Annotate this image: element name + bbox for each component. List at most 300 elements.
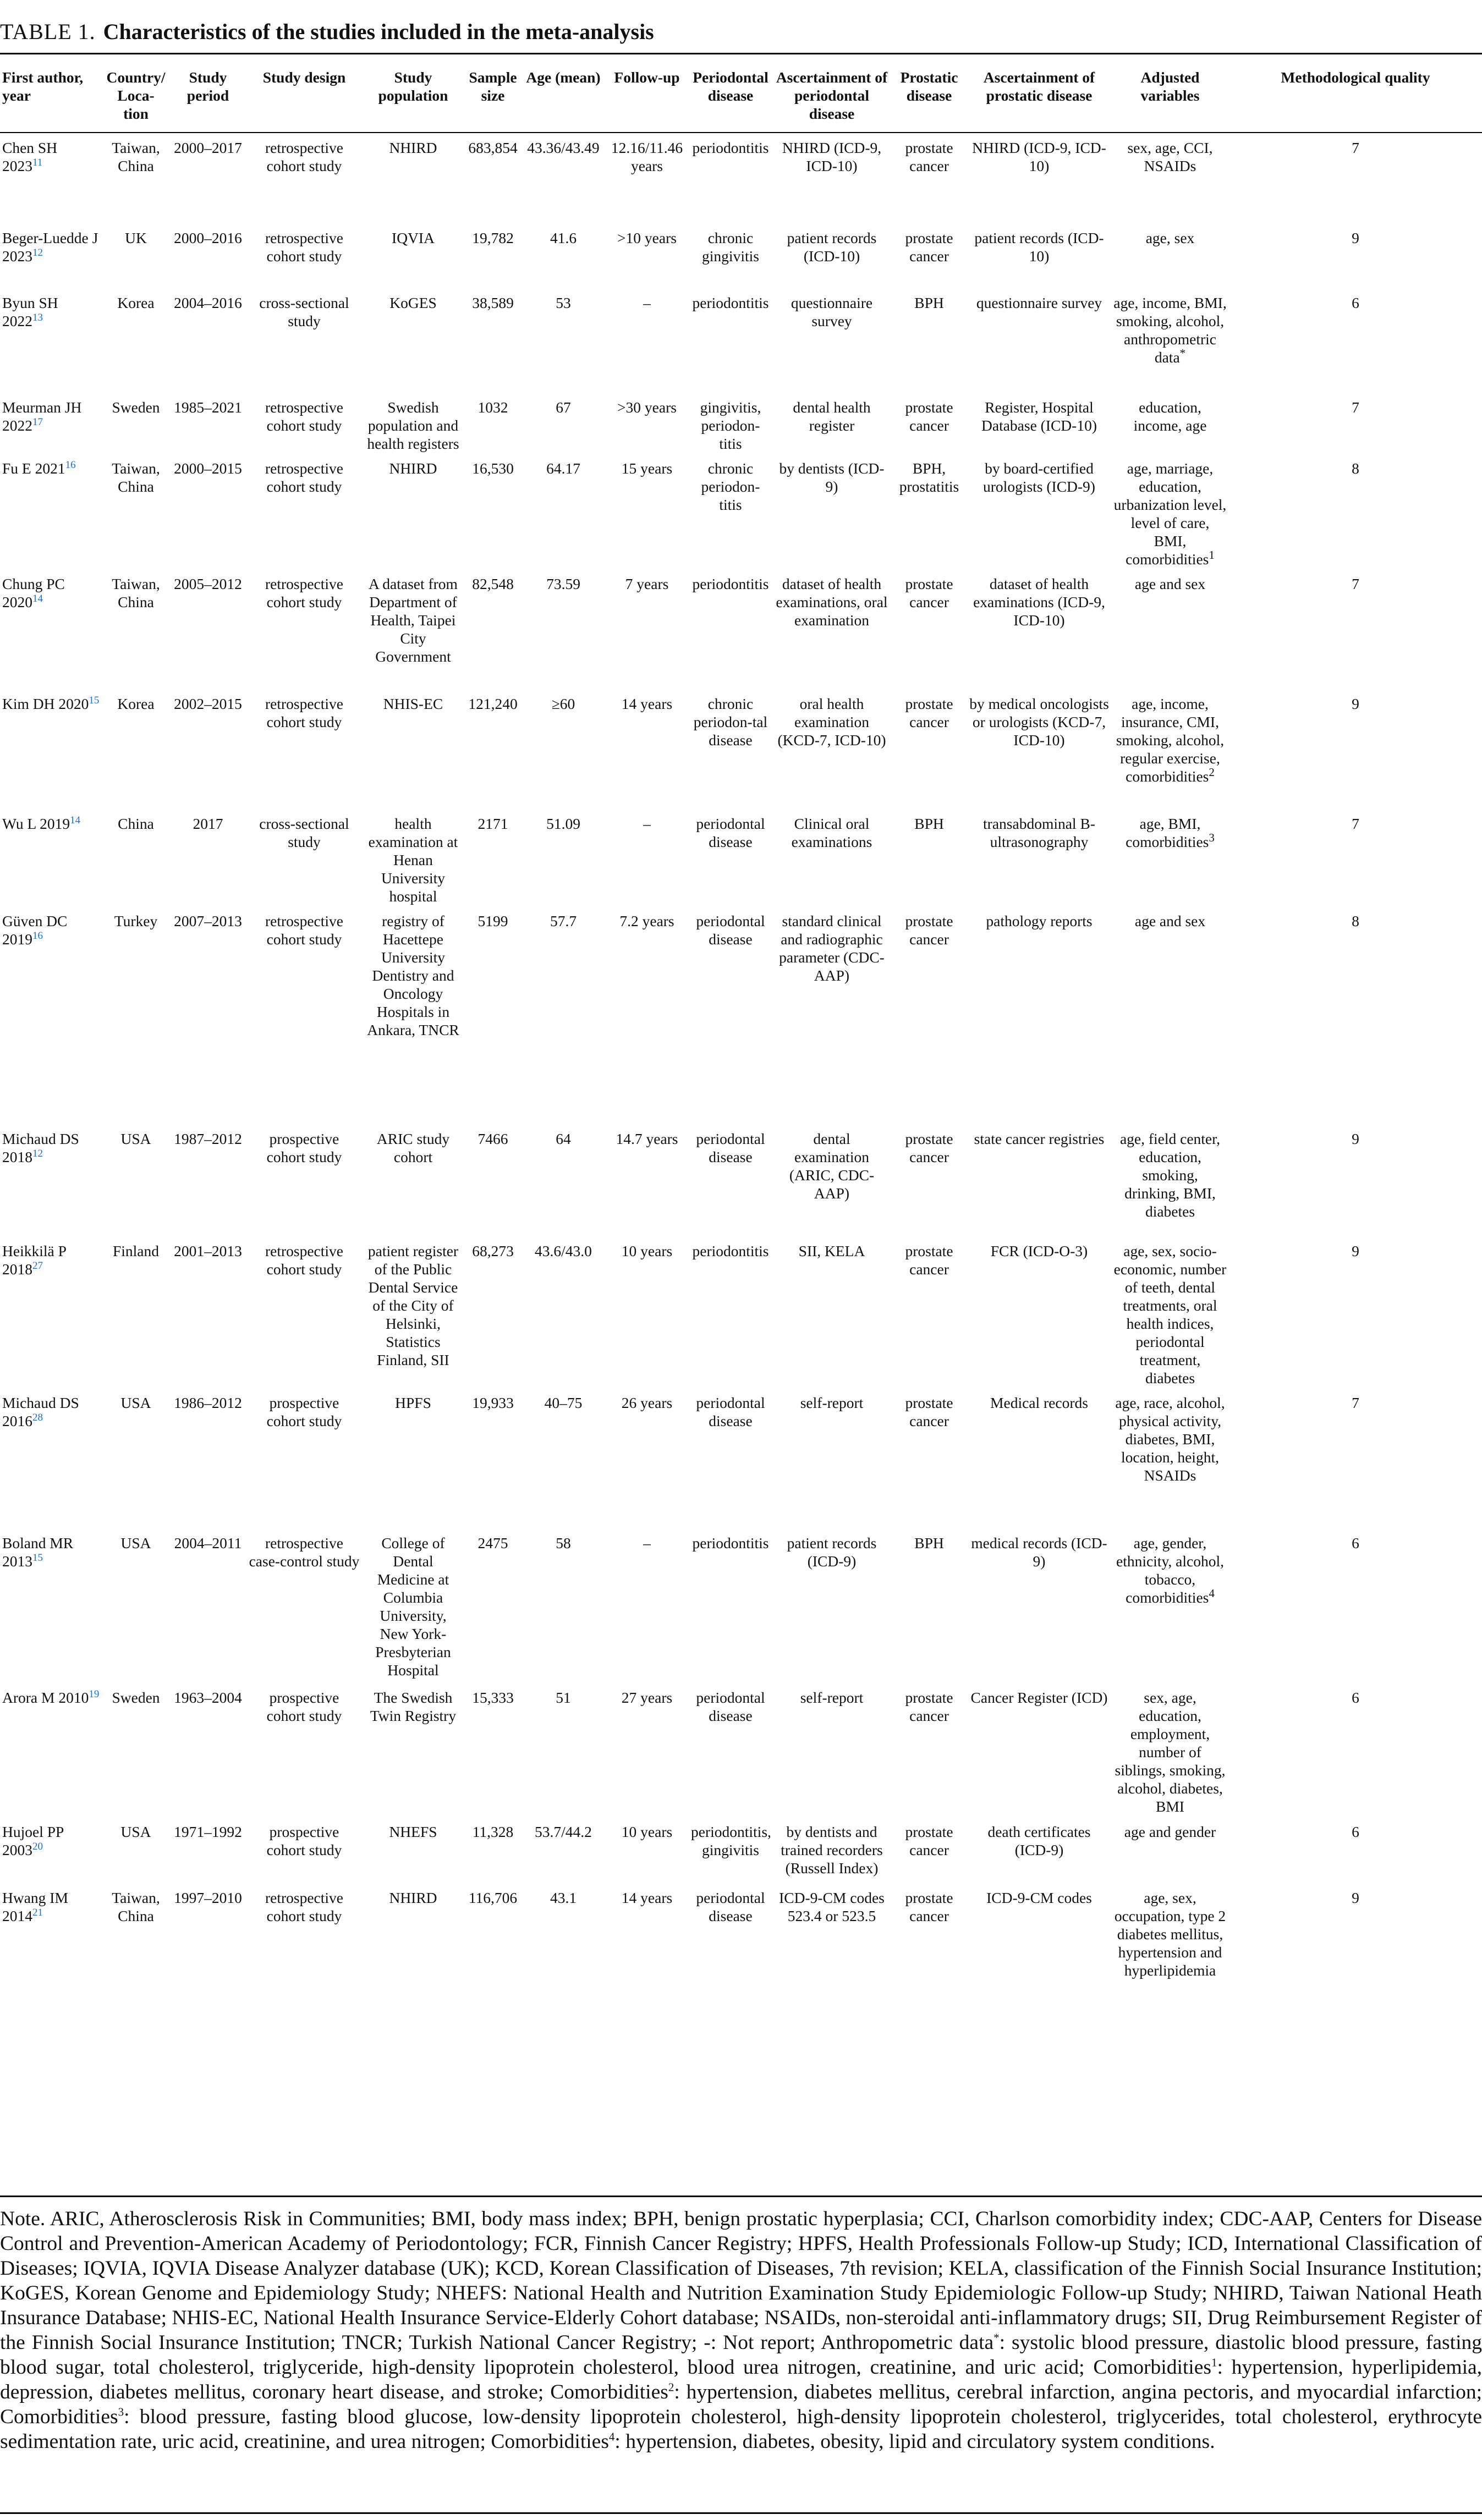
size-cell: 683,854	[468, 139, 518, 156]
prost-cell: BPH	[914, 1534, 944, 1551]
prost-asc-cell: Register, Hospital Database (ICD-10)	[981, 399, 1097, 434]
author-year: Heikkilä P 2018	[2, 1242, 66, 1278]
adjusted-variables-cell	[1111, 1235, 1229, 1387]
population-cell: patient register of the Public Dental Service of the City of Helsinki, Statistics Finland, SII	[367, 1242, 459, 1368]
prost-cell: prostate cancer	[905, 1823, 953, 1858]
size-cell: 15,333	[472, 1689, 514, 1706]
pd-asc-cell: dataset of health examinations, oral examination	[776, 575, 888, 629]
reference-link[interactable]: 17	[32, 416, 43, 428]
country-cell: Sweden	[112, 1689, 160, 1706]
country-cell: USA	[120, 1394, 151, 1411]
size-cell: 1032	[477, 399, 508, 416]
table-row	[0, 568, 1482, 688]
author-year-cell	[0, 568, 102, 688]
note-text: Note. ARIC, Atherosclerosis Risk in Communities; BMI, body mass index; BPH, benign prostatic hyperplasia; CCI, Charlson comorbidity index; CDC-AAP, Centers for Disease Control and Prevention-American Academy of Periodontology; FCR, Finnish Cancer Registry; HPFS, Health Professionals Follow-up Study; ICD, International Classification of Diseases; IQVIA, IQVIA Disease Analyzer database (UK); KCD, Korean Classification of Diseases, 7th revision; KELA, classification of the Finnish Social Insurance Institution; KoGES, Korean Genome and Epidemiology Study; NHEFS: National Health and Nutrition Examination Study Epidemiologic Follow-up Study; NHIRD, Taiwan National Heath Insurance Database; NHIS-EC, National Health Insurance Service-Elderly Cohort database; NSAIDs, non-steroidal anti-inflammatory drugs; SII, Drug Reimbursement Register of the Finnish Social Insurance Institution; TNCR; Turkish National Cancer Registry; -: Not report; Anthropometric data	[0, 2208, 1482, 2354]
pd-cell: periodontal disease	[696, 912, 765, 948]
quality-cell: 9	[1352, 1242, 1359, 1259]
reference-link[interactable]: 19	[89, 1688, 100, 1700]
adjusted-variables: age, gender, ethnicity, alcohol, tobacco, comorbidities	[1116, 1534, 1224, 1606]
followup-cell: 14 years	[621, 1889, 673, 1906]
table-row	[0, 1882, 1482, 1998]
age-cell: 64.17	[546, 460, 580, 477]
period-cell: 1971–1992	[174, 1823, 242, 1840]
prost-cell: BPH, prostatitis	[899, 460, 959, 495]
prost-asc-cell: by medical oncologists or urologists (KCD-7, ICD-10)	[969, 695, 1109, 749]
country-cell: Taiwan, China	[112, 139, 160, 174]
adjusted-variables-cell	[1111, 1123, 1229, 1235]
followup-cell: 7 years	[625, 575, 669, 592]
note-text: : hypertension, diabetes mellitus, cerebral infarction, angina pectoris, and myocardial infarction; Comorbidities	[0, 2381, 1482, 2428]
author-year-cell	[0, 287, 102, 392]
adjusted-variables-cell	[1111, 568, 1229, 688]
adjusted-variables: age, BMI, comorbidities	[1126, 815, 1209, 850]
table-row	[0, 287, 1482, 392]
size-cell: 5199	[477, 912, 508, 929]
header-cell: First author, year	[2, 69, 84, 104]
age-cell: 51	[556, 1689, 571, 1706]
pd-cell: periodontitis	[692, 1534, 769, 1551]
pd-asc-cell: dental examination (ARIC, CDC-AAP)	[789, 1130, 875, 1202]
adjusted-variables-cell	[1111, 1816, 1229, 1882]
note-text: : hypertension, diabetes, obesity, lipid and circulatory system conditions.	[614, 2430, 1215, 2453]
author-year-cell	[0, 1882, 102, 1998]
adjusted-variables-cell	[1111, 287, 1229, 392]
author-year-cell	[0, 453, 102, 568]
footnote-marker: 2	[1209, 765, 1215, 779]
design-cell: prospective cohort study	[266, 1394, 342, 1429]
header-row	[0, 62, 1482, 132]
adjusted-variables-cell	[1111, 222, 1229, 287]
pd-cell: periodontitis	[692, 575, 769, 592]
reference-link[interactable]: 27	[32, 1259, 43, 1272]
table-row	[0, 905, 1482, 1123]
prost-cell: prostate cancer	[905, 1242, 953, 1278]
pd-cell: periodontal disease	[696, 1394, 765, 1429]
author-year-cell	[0, 1387, 102, 1527]
author-year: Meurman JH 2022	[2, 399, 82, 434]
age-cell: 43.36/43.49	[527, 139, 600, 156]
pd-cell: chronic gingivitis	[702, 229, 759, 265]
quality-cell: 7	[1352, 1394, 1359, 1411]
country-cell: Korea	[117, 294, 155, 311]
reference-link[interactable]: 12	[32, 1147, 43, 1159]
header-cell: Periodontal disease	[693, 69, 769, 104]
pd-cell: periodontitis, gingivitis	[691, 1823, 771, 1858]
adjusted-variables-cell	[1111, 392, 1229, 453]
reference-link[interactable]: 28	[32, 1411, 43, 1423]
table-note	[0, 2207, 1482, 2454]
prost-asc-cell: by board-certified urologists (ICD-9)	[983, 460, 1095, 495]
design-cell: cross-sectional study	[259, 815, 349, 850]
header-cell: Study population	[378, 69, 448, 104]
country-cell: Korea	[117, 695, 155, 712]
reference-link[interactable]: 12	[32, 246, 43, 258]
followup-cell: –	[643, 1534, 651, 1551]
prost-cell: prostate cancer	[905, 912, 953, 948]
adjusted-variables: age, sex, occupation, type 2 diabetes mellitus, hypertension and hyperlipidemia	[1114, 1889, 1226, 1979]
followup-cell: 14.7 years	[616, 1130, 678, 1147]
header-cell: Sample size	[469, 69, 517, 104]
followup-cell: 10 years	[621, 1823, 673, 1840]
design-cell: retrospective cohort study	[265, 1242, 343, 1278]
pd-asc-cell: questionnaire survey	[791, 294, 873, 329]
country-cell: USA	[120, 1534, 151, 1551]
adjusted-variables: age and gender	[1124, 1823, 1216, 1840]
followup-cell: 12.16/11.46 years	[611, 139, 683, 174]
age-cell: 67	[556, 399, 571, 416]
adjusted-variables-cell	[1111, 1882, 1229, 1998]
population-cell: The Swedish Twin Registry	[370, 1689, 457, 1724]
followup-cell: –	[643, 815, 651, 832]
design-cell: retrospective cohort study	[265, 399, 343, 434]
quality-cell: 8	[1352, 912, 1359, 929]
population-cell: A dataset from Department of Health, Taipei City Government	[369, 575, 458, 665]
adjusted-variables-cell	[1111, 132, 1229, 222]
prost-asc-cell: death certificates (ICD-9)	[987, 1823, 1091, 1858]
header-cell: Ascertainment of periodontal disease	[776, 69, 888, 122]
prost-cell: BPH	[914, 294, 944, 311]
author-year-cell	[0, 1527, 102, 1682]
size-cell: 16,530	[472, 460, 514, 477]
prost-asc-cell: transabdominal B-ultrasonography	[983, 815, 1095, 850]
prost-asc-cell: NHIRD (ICD-9, ICD-10)	[972, 139, 1106, 174]
quality-cell: 9	[1352, 1889, 1359, 1906]
period-cell: 2000–2015	[174, 460, 242, 477]
pd-cell: chronic periodon-tal disease	[693, 695, 768, 749]
author-year-cell	[0, 132, 102, 222]
prost-asc-cell: pathology reports	[986, 912, 1093, 929]
design-cell: retrospective cohort study	[265, 229, 343, 265]
adjusted-variables-cell	[1111, 1527, 1229, 1682]
header-cell: Ascertainment of prostatic disease	[983, 69, 1095, 104]
author-year: Boland MR 2013	[2, 1534, 74, 1570]
author-year: Hwang IM 2014	[2, 1889, 68, 1924]
reference-link[interactable]: 16	[32, 929, 43, 942]
pd-asc-cell: patient records (ICD-10)	[787, 229, 877, 265]
author-year: Güven DC 2019	[2, 912, 68, 948]
adjusted-variables: education, income, age	[1133, 399, 1207, 434]
table-row	[0, 1527, 1482, 1682]
header-cell: Study period	[186, 69, 229, 104]
table-row	[0, 453, 1482, 568]
table-row	[0, 392, 1482, 453]
country-cell: UK	[125, 229, 147, 246]
age-cell: 53	[556, 294, 571, 311]
period-cell: 1985–2021	[174, 399, 242, 416]
author-year-cell	[0, 1682, 102, 1816]
reference-link[interactable]: 21	[32, 1906, 43, 1918]
table-caption	[0, 19, 654, 45]
quality-cell: 7	[1352, 139, 1359, 156]
population-cell: health examination at Henan University hospital	[368, 815, 458, 905]
table-row	[0, 1816, 1482, 1882]
age-cell: 43.6/43.0	[535, 1242, 592, 1259]
size-cell: 68,273	[472, 1242, 514, 1259]
prost-cell: BPH	[914, 815, 944, 832]
characteristics-table	[0, 62, 1482, 1998]
quality-cell: 9	[1352, 229, 1359, 246]
author-year-cell	[0, 905, 102, 1123]
design-cell: retrospective cohort study	[265, 139, 343, 174]
population-cell: registry of Hacettepe University Dentistry and Oncology Hospitals in Ankara, TNCR	[367, 912, 459, 1038]
reference-link[interactable]: 16	[65, 459, 76, 471]
header-cell: Methodological quality	[1281, 69, 1430, 86]
period-cell: 2001–2013	[174, 1242, 242, 1259]
population-cell: IQVIA	[392, 229, 435, 246]
author-year-cell	[0, 1235, 102, 1387]
adjusted-variables: age, sex	[1145, 229, 1195, 246]
prost-cell: prostate cancer	[905, 695, 953, 730]
adjusted-variables: age, race, alcohol, physical activity, diabetes, BMI, location, height, NSAIDs	[1115, 1394, 1225, 1484]
table-row	[0, 1682, 1482, 1816]
population-cell: Swedish population and health registers	[367, 399, 459, 452]
age-cell: 43.1	[550, 1889, 577, 1906]
followup-cell: 7.2 years	[619, 912, 674, 929]
design-cell: retrospective case-control study	[249, 1534, 360, 1570]
size-cell: 11,328	[472, 1823, 514, 1840]
reference-link[interactable]: 15	[32, 1551, 43, 1564]
author-year: Chen SH 2023	[2, 139, 58, 174]
author-year: Hujoel PP 2003	[2, 1823, 64, 1858]
adjusted-variables-cell	[1111, 808, 1229, 905]
population-cell: NHIRD	[389, 1889, 437, 1906]
population-cell: NHEFS	[389, 1823, 437, 1840]
design-cell: prospective cohort study	[266, 1689, 342, 1724]
author-year-cell	[0, 1123, 102, 1235]
design-cell: retrospective cohort study	[265, 695, 343, 730]
header-cell: Age (mean)	[526, 69, 601, 86]
period-cell: 2000–2017	[174, 139, 242, 156]
pd-cell: periodontitis	[692, 1242, 769, 1259]
adjusted-variables: age, field center, education, smoking, drinking, BMI, diabetes	[1119, 1130, 1221, 1220]
reference-link[interactable]: 14	[70, 814, 81, 826]
prost-cell: prostate cancer	[905, 1689, 953, 1724]
quality-cell: 9	[1352, 1130, 1359, 1147]
pd-cell: periodontal disease	[696, 1689, 765, 1724]
adjusted-variables: sex, age, education, employment, number of siblings, smoking, alcohol, diabetes, BMI	[1115, 1689, 1226, 1815]
period-cell: 2004–2016	[174, 294, 242, 311]
design-cell: cross-sectional study	[259, 294, 349, 329]
author-year-cell	[0, 808, 102, 905]
country-cell: Turkey	[114, 912, 158, 929]
reference-link[interactable]: 11	[32, 156, 43, 168]
quality-cell: 6	[1352, 1689, 1359, 1706]
population-cell: NHIS-EC	[383, 695, 443, 712]
design-cell: prospective cohort study	[266, 1823, 342, 1858]
pd-asc-cell: SII, KELA	[798, 1242, 865, 1259]
adjusted-variables: age and sex	[1134, 575, 1206, 592]
author-year-cell	[0, 1816, 102, 1882]
pd-cell: periodontal disease	[696, 1889, 765, 1924]
author-year: Michaud DS 2018	[2, 1130, 79, 1165]
followup-cell: 26 years	[621, 1394, 673, 1411]
quality-cell: 7	[1352, 815, 1359, 832]
period-cell: 1963–2004	[174, 1689, 242, 1706]
pd-asc-cell: Clinical oral examinations	[791, 815, 872, 850]
top-rule	[0, 53, 1482, 54]
period-cell: 2017	[193, 815, 223, 832]
author-year-cell	[0, 222, 102, 287]
prost-cell: prostate cancer	[905, 1394, 953, 1429]
table-row	[0, 222, 1482, 287]
table-row	[0, 808, 1482, 905]
age-cell: ≥60	[551, 695, 575, 712]
note-text: : hypertension, hyperlipidemia, depression, diabetes mellitus, coronary heart disease, and stroke; Comorbidities	[0, 2356, 1482, 2403]
note-superscript: 3	[118, 2405, 124, 2419]
period-cell: 1987–2012	[174, 1130, 242, 1147]
quality-cell: 6	[1352, 294, 1359, 311]
note-superscript: 2	[668, 2380, 674, 2394]
period-cell: 1986–2012	[174, 1394, 242, 1411]
followup-cell: >30 years	[617, 399, 677, 416]
reference-link[interactable]: 20	[32, 1840, 43, 1852]
age-cell: 40–75	[544, 1394, 583, 1411]
pd-cell: periodontitis	[692, 139, 769, 156]
reference-link[interactable]: 13	[32, 311, 43, 323]
design-cell: prospective cohort study	[266, 1130, 342, 1165]
population-cell: College of Dental Medicine at Columbia University, New York-Presbyterian Hospital	[375, 1534, 451, 1679]
period-cell: 2005–2012	[174, 575, 242, 592]
population-cell: NHIRD	[389, 460, 437, 477]
table-row	[0, 132, 1482, 222]
age-cell: 64	[556, 1130, 571, 1147]
end-rule	[0, 2512, 1482, 2514]
author-year: Beger-Luedde J 2023	[2, 229, 98, 265]
country-cell: Finland	[112, 1242, 160, 1259]
size-cell: 121,240	[468, 695, 518, 712]
quality-cell: 6	[1352, 1534, 1359, 1551]
age-cell: 58	[556, 1534, 571, 1551]
pd-cell: periodontitis	[692, 294, 769, 311]
period-cell: 2000–2016	[174, 229, 242, 246]
header-cell: Study design	[262, 69, 346, 86]
table-title: Characteristics of the studies included in the meta-analysis	[103, 19, 654, 44]
header-cell: Country/ Loca- tion	[106, 69, 166, 122]
prost-asc-cell: questionnaire survey	[976, 294, 1102, 311]
prost-asc-cell: state cancer registries	[974, 1130, 1105, 1147]
table-number: TABLE 1.	[0, 19, 96, 44]
adjusted-variables-cell	[1111, 453, 1229, 568]
header-cell: Prostatic disease	[900, 69, 958, 104]
quality-cell: 8	[1352, 460, 1359, 477]
footnote-marker: 3	[1209, 830, 1215, 844]
author-year: Kim DH 2020	[2, 695, 89, 712]
prost-asc-cell: FCR (ICD-O-3)	[990, 1242, 1088, 1259]
prost-asc-cell: ICD-9-CM codes	[986, 1889, 1092, 1906]
period-cell: 2002–2015	[174, 695, 242, 712]
author-year: Fu E 2021	[2, 460, 65, 477]
prost-asc-cell: dataset of health examinations (ICD-9, ICD-10)	[973, 575, 1105, 629]
note-text: : systolic blood pressure, diastolic blood pressure, fasting blood sugar, total cholesterol, triglyceride, high-density lipoprotein cholesterol, blood urea nitrogen, creatinine, and uric acid; Comorbidities	[0, 2331, 1482, 2379]
prost-asc-cell: Medical records	[990, 1394, 1088, 1411]
pd-cell: gingivitis, periodon-titis	[700, 399, 761, 452]
period-cell: 1997–2010	[174, 1889, 242, 1906]
population-cell: KoGES	[389, 294, 437, 311]
population-cell: NHIRD	[389, 139, 437, 156]
pd-asc-cell: by dentists (ICD-9)	[779, 460, 885, 495]
reference-link[interactable]: 14	[32, 592, 43, 604]
country-cell: USA	[120, 1823, 151, 1840]
adjusted-variables-cell	[1111, 905, 1229, 1123]
note-text: : blood pressure, fasting blood glucose, low-density lipoprotein cholesterol, high-density lipoprotein cholesterol, triglycerides, total cholesterol, erythrocyte sedimentation rate, uric acid, creatinine, and urea nitrogen; Comorbidities	[0, 2406, 1482, 2453]
adjusted-variables-cell	[1111, 1387, 1229, 1527]
adjusted-variables-cell	[1111, 1682, 1229, 1816]
size-cell: 116,706	[468, 1889, 518, 1906]
pd-asc-cell: patient records (ICD-9)	[787, 1534, 877, 1570]
author-year-cell	[0, 688, 102, 808]
prost-cell: prostate cancer	[905, 1130, 953, 1165]
pd-cell: chronic periodon-titis	[701, 460, 760, 513]
pd-asc-cell: NHIRD (ICD-9, ICD-10)	[782, 139, 882, 174]
prost-asc-cell: Cancer Register (ICD)	[970, 1689, 1108, 1706]
country-cell: Taiwan, China	[112, 1889, 160, 1924]
size-cell: 19,933	[472, 1394, 514, 1411]
author-year: Arora M 2010	[2, 1689, 89, 1706]
bottom-rule	[0, 2196, 1482, 2197]
note-superscript: *	[994, 2331, 1000, 2345]
quality-cell: 7	[1352, 575, 1359, 592]
table-row	[0, 1123, 1482, 1235]
period-cell: 2004–2011	[174, 1534, 242, 1551]
followup-cell: 14 years	[621, 695, 673, 712]
table-row	[0, 1235, 1482, 1387]
country-cell: Sweden	[112, 399, 160, 416]
country-cell: USA	[120, 1130, 151, 1147]
country-cell: China	[118, 815, 154, 832]
pd-asc-cell: self-report	[800, 1394, 864, 1411]
country-cell: Taiwan, China	[112, 575, 160, 610]
prost-cell: prostate cancer	[905, 229, 953, 265]
quality-cell: 6	[1352, 1823, 1359, 1840]
adjusted-variables: age, marriage, education, urbanization level, level of care, BMI, comorbidities	[1113, 460, 1227, 568]
design-cell: retrospective cohort study	[265, 575, 343, 610]
prost-cell: prostate cancer	[905, 575, 953, 610]
prost-cell: prostate cancer	[905, 399, 953, 434]
footnote-marker: 4	[1209, 1586, 1215, 1600]
size-cell: 7466	[477, 1130, 508, 1147]
adjusted-variables-cell	[1111, 688, 1229, 808]
age-cell: 73.59	[546, 575, 580, 592]
note-superscript: 4	[608, 2430, 615, 2444]
followup-cell: 27 years	[621, 1689, 673, 1706]
reference-link[interactable]: 15	[89, 694, 100, 706]
author-year: Chung PC 2020	[2, 575, 65, 610]
quality-cell: 7	[1352, 399, 1359, 416]
followup-cell: 15 years	[621, 460, 673, 477]
prost-asc-cell: medical records (ICD-9)	[971, 1534, 1107, 1570]
design-cell: retrospective cohort study	[265, 912, 343, 948]
adjusted-variables: age, income, BMI, smoking, alcohol, anthropometric data	[1113, 294, 1227, 366]
design-cell: retrospective cohort study	[265, 1889, 343, 1924]
pd-asc-cell: ICD-9-CM codes 523.4 or 523.5	[779, 1889, 885, 1924]
followup-cell: 10 years	[621, 1242, 673, 1259]
age-cell: 51.09	[546, 815, 580, 832]
adjusted-variables: age, income, insurance, CMI, smoking, alcohol, regular exercise, comorbidities	[1116, 695, 1225, 785]
pd-asc-cell: oral health examination (KCD-7, ICD-10)	[777, 695, 886, 749]
author-year-cell	[0, 392, 102, 453]
age-cell: 53.7/44.2	[535, 1823, 592, 1840]
pd-asc-cell: by dentists and trained recorders (Russell Index)	[781, 1823, 883, 1877]
design-cell: retrospective cohort study	[265, 460, 343, 495]
prost-cell: prostate cancer	[905, 139, 953, 174]
pd-cell: periodontal disease	[696, 815, 765, 850]
author-year: Wu L 2019	[2, 815, 70, 832]
size-cell: 82,548	[472, 575, 514, 592]
note-superscript: 1	[1211, 2356, 1217, 2369]
followup-cell: –	[643, 294, 651, 311]
population-cell: ARIC study cohort	[376, 1130, 450, 1165]
author-year: Michaud DS 2016	[2, 1394, 79, 1429]
